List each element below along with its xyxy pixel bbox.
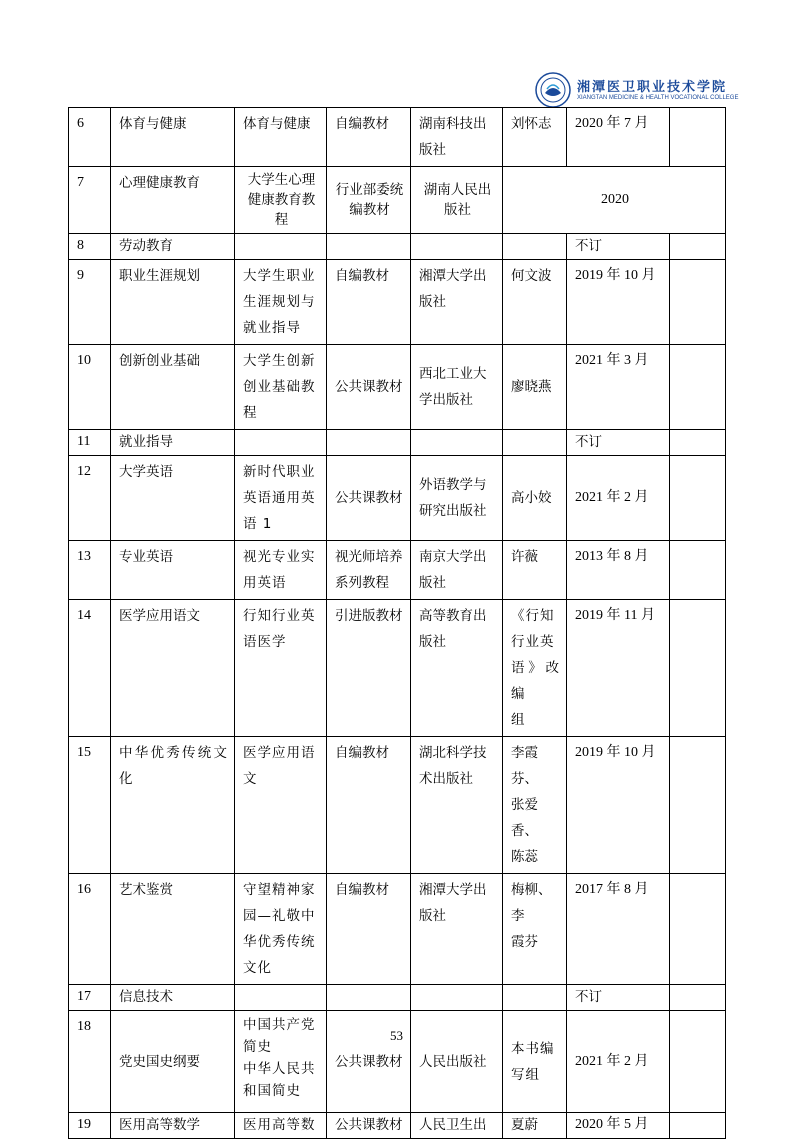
empty-cell [670, 430, 726, 456]
publish-date: 2019 年 10 月 [567, 260, 670, 345]
textbook-title: 医用高等数 [235, 1113, 327, 1139]
row-number: 7 [69, 167, 111, 234]
textbook-title: 大学生职业 生涯规划与 就业指导 [235, 260, 327, 345]
table-row [69, 874, 726, 985]
table-row [69, 108, 726, 167]
table-row [69, 260, 726, 345]
publisher: 南京大学出 版社 [411, 541, 503, 600]
editor: 廖晓燕 [503, 345, 567, 430]
table-row [69, 456, 726, 541]
textbook-type: 公共课教材 [327, 345, 411, 430]
textbook-title: 行知行业英 语医学 [235, 600, 327, 737]
empty-cell [670, 260, 726, 345]
row-number: 10 [69, 345, 111, 430]
textbook-type: 自编教材 [327, 260, 411, 345]
editor: 梅柳、李 霞芬 [503, 874, 567, 985]
publisher: 西北工业大 学出版社 [411, 345, 503, 430]
course-name: 大学英语 [111, 456, 235, 541]
college-emblem-icon [535, 72, 571, 108]
publisher: 外语教学与 研究出版社 [411, 456, 503, 541]
college-name-en: XIANGTAN MEDICINE & HEALTH VOCATIONAL COLLEGE [577, 95, 739, 101]
empty-cell [670, 541, 726, 600]
textbook-title: 大学生创新 创业基础教 程 [235, 345, 327, 430]
textbook-title: 新时代职业 英语通用英 语 1 [235, 456, 327, 541]
textbook-type: 公共课教材 [327, 456, 411, 541]
publish-date: 2017 年 8 月 [567, 874, 670, 985]
course-name: 就业指导 [111, 430, 235, 456]
publisher: 人民卫生出 [411, 1113, 503, 1139]
publish-date: 2013 年 8 月 [567, 541, 670, 600]
textbook-title: 大学生心理 健康教育教 程 [235, 167, 327, 234]
editor: 刘怀志 [503, 108, 567, 167]
empty-cell [670, 1113, 726, 1139]
textbook-title: 体育与健康 [235, 108, 327, 167]
textbook-title: 守望精神家 园—礼敬中 华优秀传统 文化 [235, 874, 327, 985]
table-row [69, 541, 726, 600]
row-number: 18 [69, 1011, 111, 1113]
course-name: 艺术鉴赏 [111, 874, 235, 985]
textbook-type: 自编教材 [327, 108, 411, 167]
table-row [69, 234, 726, 260]
editor: 《行知 行业英 语》改编 组 [503, 600, 567, 737]
table-row [69, 985, 726, 1011]
textbook-title: 医学应用语 文 [235, 737, 327, 874]
publisher: 湖南人民出 版社 [411, 167, 503, 234]
publish-date: 2020 [503, 167, 726, 234]
course-name: 医学应用语文 [111, 600, 235, 737]
publish-date: 2020 年 7 月 [567, 108, 670, 167]
publisher: 高等教育出 版社 [411, 600, 503, 737]
course-name: 医用高等数学 [111, 1113, 235, 1139]
textbook-type: 自编教材 [327, 874, 411, 985]
editor: 高小姣 [503, 456, 567, 541]
textbook-type: 公共课教材 [327, 1011, 411, 1113]
course-name: 创新创业基础 [111, 345, 235, 430]
empty-cell [670, 108, 726, 167]
course-name: 心理健康教育 [111, 167, 235, 234]
row-number: 9 [69, 260, 111, 345]
editor: 李霞芬、 张爱香、 陈蕊 [503, 737, 567, 874]
row-number: 19 [69, 1113, 111, 1139]
textbook-table [68, 107, 726, 1139]
table-row [69, 167, 726, 234]
college-name-cn: 湘潭医卫职业技术学院 [577, 80, 728, 95]
row-number: 15 [69, 737, 111, 874]
empty-cell [670, 985, 726, 1011]
publisher: 湘潭大学出 版社 [411, 260, 503, 345]
empty-cell [670, 1011, 726, 1113]
table-row [69, 1011, 726, 1113]
course-name: 职业生涯规划 [111, 260, 235, 345]
empty-cell [670, 600, 726, 737]
publisher: 湖北科学技 术出版社 [411, 737, 503, 874]
publish-date: 2019 年 10 月 [567, 737, 670, 874]
row-number: 14 [69, 600, 111, 737]
textbook-type: 公共课教材 [327, 1113, 411, 1139]
row-number: 12 [69, 456, 111, 541]
page-number: 53 [390, 1028, 403, 1043]
empty-cell [670, 234, 726, 260]
table-row [69, 345, 726, 430]
table-row [69, 737, 726, 874]
empty-cell [670, 456, 726, 541]
course-name: 中华优秀传统文化 [111, 737, 235, 874]
empty-cell [670, 345, 726, 430]
textbook-type: 自编教材 [327, 737, 411, 874]
table-row [69, 600, 726, 737]
publish-date: 2021 年 2 月 [567, 1011, 670, 1113]
textbook-type: 视光师培养 系列教程 [327, 541, 411, 600]
row-number: 6 [69, 108, 111, 167]
row-number: 13 [69, 541, 111, 600]
textbook-title: 视光专业实 用英语 [235, 541, 327, 600]
course-name: 专业英语 [111, 541, 235, 600]
row-number: 17 [69, 985, 111, 1011]
publish-date: 不订 [567, 430, 670, 456]
empty-cell [670, 737, 726, 874]
row-number: 11 [69, 430, 111, 456]
course-name: 党史国史纲要 [111, 1011, 235, 1113]
publish-date: 2019 年 11 月 [567, 600, 670, 737]
table-row [69, 1113, 726, 1139]
publisher: 湘潭大学出 版社 [411, 874, 503, 985]
editor: 许薇 [503, 541, 567, 600]
publish-date: 2021 年 3 月 [567, 345, 670, 430]
publish-date: 2020 年 5 月 [567, 1113, 670, 1139]
publish-date: 2021 年 2 月 [567, 456, 670, 541]
row-number: 8 [69, 234, 111, 260]
publisher: 人民出版社 [411, 1011, 503, 1113]
empty-cell [670, 874, 726, 985]
textbook-type: 行业部委统 编教材 [327, 167, 411, 234]
row-number: 16 [69, 874, 111, 985]
editor: 夏蔚 [503, 1113, 567, 1139]
table-row [69, 430, 726, 456]
editor: 本书编 写组 [503, 1011, 567, 1113]
course-name: 体育与健康 [111, 108, 235, 167]
publish-date: 不订 [567, 985, 670, 1011]
textbook-type: 引进版教材 [327, 600, 411, 737]
publisher: 湖南科技出 版社 [411, 108, 503, 167]
publish-date: 不订 [567, 234, 670, 260]
textbook-title: 中国共产党 简史 中华人民共 和国简史 [235, 1011, 327, 1113]
college-logo-header [535, 72, 745, 112]
course-name: 劳动教育 [111, 234, 235, 260]
editor: 何文波 [503, 260, 567, 345]
course-name: 信息技术 [111, 985, 235, 1011]
